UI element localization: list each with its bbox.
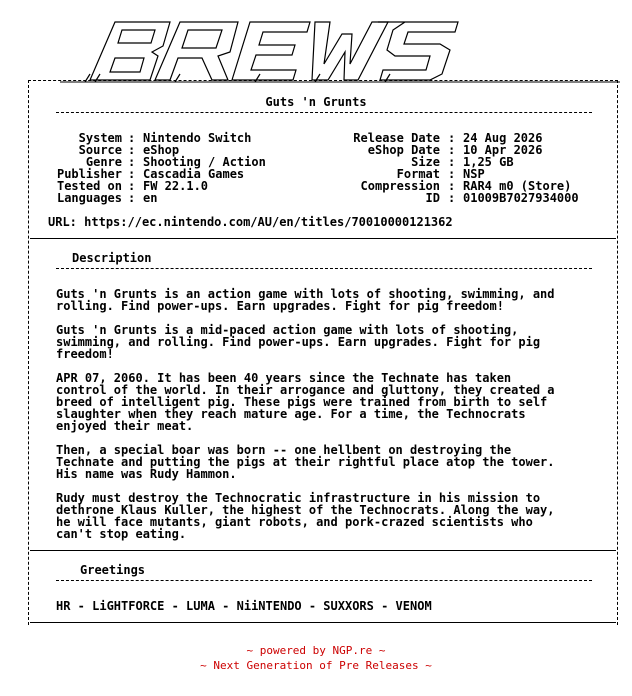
info-label: Publisher [56, 167, 122, 181]
description-heading: Description [72, 251, 152, 265]
description-line: control of the world. In their arrogance and gluttony, they created a [56, 383, 555, 397]
frame-left-border [28, 80, 29, 625]
info-label: System [78, 131, 122, 145]
footer-powered-by[interactable]: ~ powered by NGP.re ~ [246, 644, 386, 657]
info-colon: : [448, 179, 456, 193]
info-value: Nintendo Switch [143, 131, 252, 145]
info-label: Release Date [353, 131, 440, 145]
title-divider [56, 112, 592, 113]
description-line: Guts 'n Grunts is a mid-paced action game with lots of shooting, [56, 323, 519, 337]
info-value: Cascadia Games [143, 167, 245, 181]
description-line: Then, a special boar was born -- one hellbent on destroying the [56, 443, 512, 457]
section-divider-2 [30, 550, 616, 551]
frame-right-border [617, 80, 618, 625]
description-line: he will face mutants, giant robots, and pork-crazed scientists who [56, 515, 533, 529]
info-colon: : [128, 155, 136, 169]
info-colon: : [128, 191, 136, 205]
info-value: eShop [143, 143, 180, 157]
info-colon: : [448, 191, 456, 205]
url-label: URL: [48, 215, 77, 229]
description-divider [56, 268, 592, 269]
info-value: Shooting / Action [143, 155, 266, 169]
info-colon: : [128, 179, 136, 193]
description-line: Guts 'n Grunts is an action game with lots of shooting, swimming, and [56, 287, 555, 301]
description-line: His name was Rudy Hammon. [56, 467, 237, 481]
info-value: RAR4 m0 (Store) [463, 179, 572, 193]
description-line: can't stop eating. [56, 527, 187, 541]
info-value: 10 Apr 2026 [463, 143, 543, 157]
description-line: rolling. Find power-ups. Earn upgrades. Fight for pig freedom! [56, 299, 504, 313]
info-label: ID [425, 191, 440, 205]
frame-bottom-border [30, 622, 616, 623]
greetings-text: HR - LiGHTFORCE - LUMA - NiiNTENDO - SUXXORS - VENOM [56, 599, 432, 613]
url-row [48, 216, 453, 228]
greetings-heading: Greetings [80, 563, 146, 577]
greetings-divider [56, 580, 592, 581]
info-label: Format [396, 167, 440, 181]
info-colon: : [128, 131, 136, 145]
info-label: Genre [85, 155, 122, 169]
description-line: breed of intelligent pig. These pigs were trained from birth to self [56, 395, 548, 409]
info-label: Source [78, 143, 122, 157]
info-label: Tested on [56, 179, 122, 193]
info-colon: : [448, 143, 456, 157]
info-value: en [143, 191, 158, 205]
info-colon: : [128, 143, 136, 157]
info-value: NSP [463, 167, 485, 181]
description-line: swimming, and rolling. Find power-ups. Earn upgrades. Fight for pig [56, 335, 541, 349]
info-label: Compression [360, 179, 440, 193]
info-label: Languages [56, 191, 122, 205]
description-line: APR 07, 2060. It has been 40 years since the Technate has taken [56, 371, 512, 385]
footer-tagline: ~ Next Generation of Pre Releases ~ [200, 659, 432, 672]
info-value: FW 22.1.0 [143, 179, 209, 193]
url-link[interactable]: https://ec.nintendo.com/AU/en/titles/70010000121362 [84, 215, 453, 229]
info-label: Size [411, 155, 440, 169]
description-line: dethrone Klaus Kuller, the highest of the Technocrats. Along the way, [56, 503, 555, 517]
description-line: Technate and putting the pigs at their rightful place atop the tower. [56, 455, 555, 469]
info-colon: : [128, 167, 136, 181]
info-colon: : [448, 131, 456, 145]
release-title: Guts 'n Grunts [265, 95, 367, 109]
info-label: eShop Date [367, 143, 440, 157]
info-value: 24 Aug 2026 [463, 131, 543, 145]
brews-logo [60, 16, 620, 86]
info-colon: : [448, 167, 456, 181]
description-line: slaughter when they reach mature age. For a time, the Technocrats [56, 407, 526, 421]
info-value: 1,25 GB [463, 155, 514, 169]
description-line: freedom! [56, 347, 114, 361]
description-line: enjoyed their meat. [56, 419, 194, 433]
info-colon: : [448, 155, 456, 169]
description-line: Rudy must destroy the Technocratic infrastructure in his mission to [56, 491, 541, 505]
info-value: 01009B7027934000 [463, 191, 579, 205]
section-divider-1 [30, 238, 616, 239]
